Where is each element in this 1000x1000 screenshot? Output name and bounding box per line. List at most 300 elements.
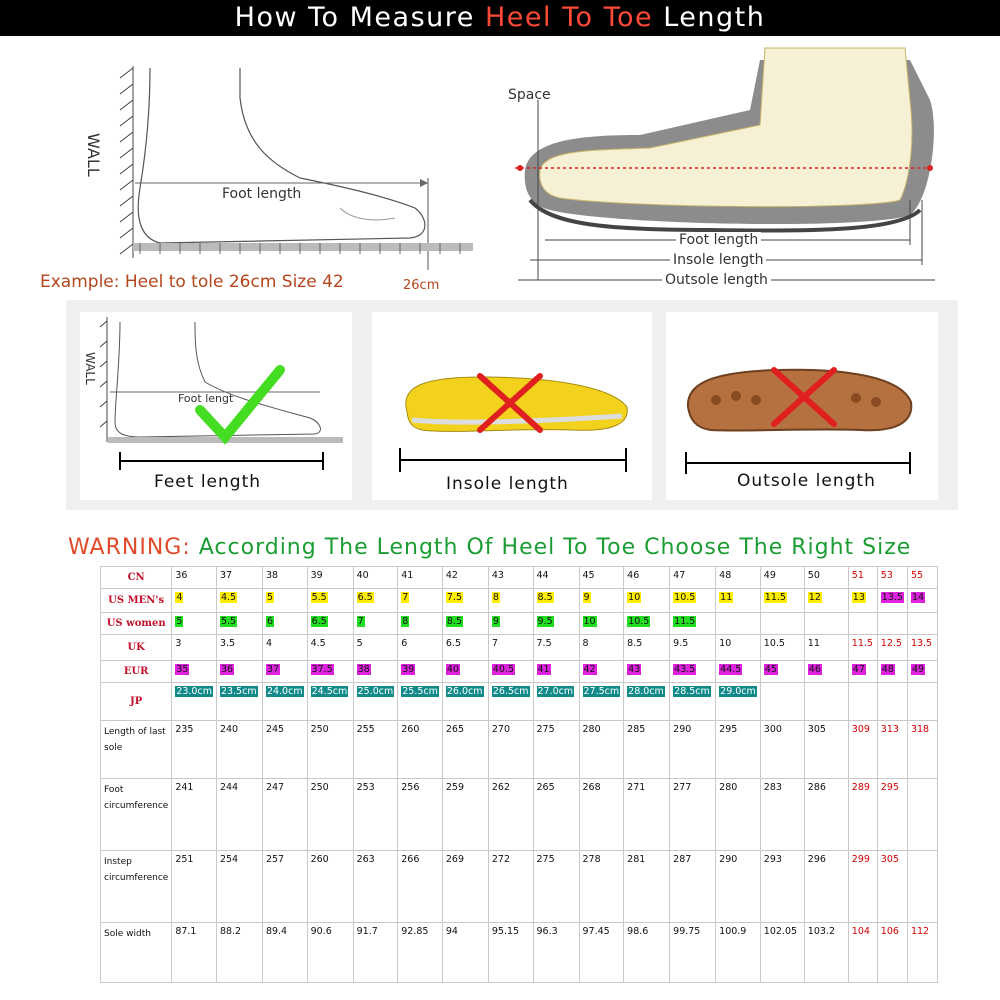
size-value: 4 <box>176 592 183 603</box>
size-value: 11.5 <box>764 592 786 603</box>
size-cell <box>848 779 877 851</box>
size-value: 256 <box>401 782 420 793</box>
size-value: 251 <box>175 854 194 865</box>
size-cell <box>398 567 443 589</box>
size-cell <box>579 567 624 589</box>
size-value: 14 <box>911 592 925 603</box>
size-row-header: Instep circumference <box>101 851 172 923</box>
size-value: 28.0cm <box>628 686 664 697</box>
size-value: 9 <box>583 592 590 603</box>
size-cell <box>307 589 353 613</box>
size-cell <box>716 661 761 683</box>
size-cell <box>398 851 443 923</box>
size-cell <box>307 683 353 721</box>
size-cell <box>907 567 937 589</box>
size-row-header: US MEN's <box>101 589 172 613</box>
size-value: 295 <box>880 782 899 793</box>
size-cell <box>262 779 307 851</box>
size-cell <box>760 683 804 721</box>
size-value: 8.5 <box>537 592 553 603</box>
size-row <box>101 661 938 683</box>
size-cell <box>488 779 533 851</box>
size-cell <box>533 721 579 779</box>
size-value: 7.5 <box>446 592 462 603</box>
size-value: 90.6 <box>310 926 332 937</box>
size-cell <box>307 613 353 635</box>
size-value: 8 <box>492 592 499 603</box>
size-value: 43 <box>628 664 641 675</box>
size-cell <box>907 683 937 721</box>
size-value: 100.9 <box>719 926 747 937</box>
size-value: 289 <box>851 782 870 793</box>
size-cell <box>353 923 398 983</box>
size-cell <box>172 721 217 779</box>
size-cell <box>533 589 579 613</box>
size-value: 39 <box>402 664 415 675</box>
size-cell <box>670 923 716 983</box>
size-value: 41 <box>401 570 414 581</box>
shoe-outsole-length-label: Outsole length <box>662 272 771 288</box>
size-cell <box>760 779 804 851</box>
size-value: 87.1 <box>175 926 197 937</box>
size-value: 287 <box>673 854 692 865</box>
size-cell <box>533 779 579 851</box>
size-value: 47 <box>852 664 865 675</box>
size-cell <box>533 567 579 589</box>
size-cell <box>804 683 848 721</box>
size-cell <box>533 923 579 983</box>
size-row <box>101 721 938 779</box>
size-value: 240 <box>219 724 239 735</box>
size-cell <box>848 589 877 613</box>
size-cell <box>716 923 761 983</box>
size-cell <box>624 613 670 635</box>
size-value: 92.85 <box>401 926 429 937</box>
wall-label: WALL <box>84 133 103 177</box>
size-value: 104 <box>851 926 870 937</box>
size-value: 27.5cm <box>583 686 620 697</box>
title-part-1: How To Measure <box>234 2 485 33</box>
size-value: 10 <box>719 638 732 649</box>
size-cell <box>172 635 217 661</box>
size-value: 98.6 <box>627 926 649 937</box>
size-value: 318 <box>910 724 930 735</box>
size-cell <box>398 779 443 851</box>
size-value: 46 <box>627 570 640 581</box>
size-cell <box>172 567 217 589</box>
size-value: 48 <box>719 570 732 581</box>
size-value: 44 <box>536 570 549 581</box>
size-value: 40.5 <box>492 664 515 675</box>
size-cell <box>877 567 907 589</box>
size-cell <box>624 683 670 721</box>
size-value: 253 <box>356 782 375 793</box>
size-cell <box>353 589 398 613</box>
outsole-length-caption: Outsole length <box>737 471 876 491</box>
size-cell <box>877 635 907 661</box>
size-cell <box>488 567 533 589</box>
size-value: 11 <box>807 638 820 649</box>
size-cell <box>804 721 848 779</box>
size-cell <box>716 589 761 613</box>
size-value: 12.5 <box>880 638 902 649</box>
size-value: 36 <box>175 570 188 581</box>
size-value: 5.5 <box>220 616 237 627</box>
size-value: 13.5 <box>910 638 933 649</box>
size-cell <box>579 661 624 683</box>
size-cell <box>670 779 716 851</box>
size-value: 49 <box>911 664 925 675</box>
size-cell <box>307 721 353 779</box>
size-cell <box>442 779 488 851</box>
size-cell <box>579 721 624 779</box>
size-value: 5 <box>266 592 273 603</box>
size-cell <box>670 567 716 589</box>
size-row <box>101 779 938 851</box>
size-cell <box>848 851 877 923</box>
size-value: 283 <box>763 782 782 793</box>
size-cell <box>307 851 353 923</box>
size-cell <box>760 635 804 661</box>
size-cell <box>216 721 262 779</box>
size-value: 6 <box>266 616 273 627</box>
size-value: 250 <box>310 782 329 793</box>
size-value: 244 <box>219 782 239 793</box>
size-cell <box>670 589 716 613</box>
size-value: 26.0cm <box>446 686 483 697</box>
size-value: 241 <box>175 782 194 793</box>
size-value: 262 <box>491 782 511 793</box>
size-value: 37 <box>219 570 233 581</box>
size-row <box>101 923 938 983</box>
size-cell <box>533 661 579 683</box>
size-value: 49 <box>763 570 776 581</box>
size-cell <box>353 567 398 589</box>
panel-foot-length-label: Foot lengt <box>178 392 234 405</box>
size-cell <box>172 613 217 635</box>
size-cell <box>262 683 307 721</box>
size-value: 13.5 <box>881 592 903 603</box>
size-cell <box>877 923 907 983</box>
size-cell <box>442 589 488 613</box>
size-value: 265 <box>445 724 465 735</box>
cm-label: 26cm <box>403 278 440 293</box>
size-value: 10 <box>628 592 641 603</box>
size-cell <box>353 721 398 779</box>
shoe-foot-length-label: Foot length <box>676 232 761 248</box>
size-value: 36 <box>220 664 234 675</box>
size-value: 299 <box>851 854 870 865</box>
size-cell <box>716 721 761 779</box>
size-cell <box>804 613 848 635</box>
size-value: 270 <box>491 724 511 735</box>
size-cell <box>907 721 937 779</box>
size-value: 286 <box>807 782 826 793</box>
size-cell <box>624 779 670 851</box>
size-value: 296 <box>807 854 826 865</box>
size-value: 309 <box>851 724 870 735</box>
size-row-header: EUR <box>101 661 172 683</box>
size-cell <box>442 851 488 923</box>
size-value: 6.5 <box>357 592 373 603</box>
size-row <box>101 567 938 589</box>
size-value: 99.75 <box>673 926 701 937</box>
size-cell <box>877 661 907 683</box>
size-value: 8 <box>402 616 409 627</box>
size-value: 10.5 <box>628 616 650 627</box>
size-cell <box>488 635 533 661</box>
size-row-header: Sole width <box>101 923 172 983</box>
size-value: 43.5 <box>674 664 696 675</box>
panel-wall-label: WALL <box>83 352 97 385</box>
size-cell <box>533 851 579 923</box>
size-value: 55 <box>910 570 924 581</box>
size-cell <box>442 721 488 779</box>
title-part-2: Heel To Toe <box>484 2 654 33</box>
size-value: 9 <box>492 616 499 627</box>
size-value: 3 <box>175 638 182 649</box>
size-value: 7 <box>357 616 364 627</box>
size-value: 5 <box>356 638 363 649</box>
size-value: 6.5 <box>445 638 461 649</box>
size-cell <box>488 923 533 983</box>
size-cell <box>624 923 670 983</box>
size-cell <box>262 635 307 661</box>
size-value: 4.5 <box>220 592 237 603</box>
size-value: 9.5 <box>537 616 553 627</box>
size-cell <box>848 635 877 661</box>
size-cell <box>877 851 907 923</box>
size-value: 88.2 <box>219 926 242 937</box>
size-cell <box>307 779 353 851</box>
size-value: 27.0cm <box>537 686 574 697</box>
size-cell <box>353 683 398 721</box>
size-cell <box>172 589 217 613</box>
size-cell <box>216 635 262 661</box>
size-value: 266 <box>401 854 420 865</box>
size-value: 257 <box>265 854 285 865</box>
size-cell <box>716 683 761 721</box>
size-cell <box>624 635 670 661</box>
size-value: 269 <box>445 854 465 865</box>
size-value: 305 <box>880 854 899 865</box>
size-value: 53 <box>880 570 893 581</box>
size-cell <box>262 589 307 613</box>
size-cell <box>216 851 262 923</box>
size-value: 235 <box>175 724 194 735</box>
size-value: 8 <box>582 638 589 649</box>
size-value: 11.5 <box>674 616 696 627</box>
size-cell <box>216 613 262 635</box>
size-value: 37 <box>266 664 280 675</box>
size-value: 4.5 <box>310 638 326 649</box>
size-cell <box>804 779 848 851</box>
size-cell <box>172 851 217 923</box>
size-cell <box>848 567 877 589</box>
size-value: 263 <box>356 854 375 865</box>
size-cell <box>579 683 624 721</box>
size-cell <box>760 613 804 635</box>
size-cell <box>624 567 670 589</box>
size-cell <box>907 613 937 635</box>
size-cell <box>488 721 533 779</box>
size-cell <box>716 779 761 851</box>
size-value: 25.0cm <box>357 686 394 697</box>
size-value: 45 <box>764 664 777 675</box>
size-cell <box>848 923 877 983</box>
warning-text <box>68 535 911 560</box>
size-cell <box>262 923 307 983</box>
size-chart-table <box>100 566 938 983</box>
feet-length-caption: Feet length <box>154 472 262 492</box>
size-value: 112 <box>910 926 930 937</box>
size-value: 7 <box>491 638 498 649</box>
size-value: 5.5 <box>311 592 327 603</box>
size-cell <box>172 923 217 983</box>
size-cell <box>804 589 848 613</box>
size-value: 245 <box>265 724 285 735</box>
size-cell <box>488 589 533 613</box>
size-value: 278 <box>582 854 601 865</box>
size-cell <box>760 721 804 779</box>
size-cell <box>877 613 907 635</box>
size-cell <box>262 567 307 589</box>
size-value: 277 <box>673 782 692 793</box>
size-value: 91.7 <box>356 926 378 937</box>
size-value: 250 <box>310 724 329 735</box>
size-cell <box>398 721 443 779</box>
size-cell <box>716 567 761 589</box>
size-value: 268 <box>582 782 601 793</box>
size-row <box>101 851 938 923</box>
size-cell <box>398 923 443 983</box>
size-cell <box>442 683 488 721</box>
size-cell <box>907 851 937 923</box>
size-value: 103.2 <box>807 926 835 937</box>
size-value: 3.5 <box>219 638 236 649</box>
size-value: 313 <box>880 724 899 735</box>
size-value: 39 <box>310 570 323 581</box>
size-cell <box>624 661 670 683</box>
size-cell <box>877 721 907 779</box>
size-cell <box>804 661 848 683</box>
size-row <box>101 613 938 635</box>
size-value: 50 <box>807 570 820 581</box>
size-cell <box>579 923 624 983</box>
size-value: 290 <box>673 724 692 735</box>
size-cell <box>533 613 579 635</box>
size-cell <box>216 779 262 851</box>
size-cell <box>716 635 761 661</box>
size-value: 10.5 <box>763 638 785 649</box>
size-cell <box>172 779 217 851</box>
size-value: 6 <box>401 638 408 649</box>
size-value: 271 <box>627 782 646 793</box>
size-value: 106 <box>880 926 899 937</box>
size-value: 285 <box>627 724 646 735</box>
size-value: 102.05 <box>763 926 798 937</box>
size-value: 12 <box>808 592 821 603</box>
size-cell <box>760 567 804 589</box>
size-value: 295 <box>719 724 738 735</box>
size-value: 275 <box>536 724 555 735</box>
size-value: 305 <box>807 724 826 735</box>
size-value: 96.3 <box>536 926 558 937</box>
size-row-header: US women <box>101 613 172 635</box>
size-cell <box>760 589 804 613</box>
size-value: 11 <box>720 592 733 603</box>
shoe-insole-length-label: Insole length <box>670 252 766 268</box>
size-value: 45 <box>582 570 595 581</box>
size-cell <box>579 779 624 851</box>
size-value: 25.5cm <box>402 686 438 697</box>
size-cell <box>216 567 262 589</box>
size-cell <box>353 661 398 683</box>
size-cell <box>907 779 937 851</box>
insole-illustration <box>372 312 652 500</box>
size-value: 247 <box>265 782 285 793</box>
size-cell <box>907 661 937 683</box>
size-value: 23.5cm <box>220 686 257 697</box>
size-cell <box>216 683 262 721</box>
size-cell <box>488 661 533 683</box>
size-cell <box>216 923 262 983</box>
foot-length-label: Foot length <box>222 186 302 202</box>
size-cell <box>442 613 488 635</box>
size-cell <box>848 613 877 635</box>
wall-foot-diagram <box>0 38 480 278</box>
size-row-header: Length of last sole <box>101 721 172 779</box>
size-value: 43 <box>491 570 504 581</box>
size-value: 8.5 <box>446 616 462 627</box>
size-cell <box>760 923 804 983</box>
size-cell <box>262 851 307 923</box>
size-cell <box>804 851 848 923</box>
size-cell <box>442 923 488 983</box>
size-value: 7.5 <box>536 638 552 649</box>
size-value: 38 <box>357 664 370 675</box>
size-value: 35 <box>176 664 189 675</box>
size-cell <box>172 683 217 721</box>
size-value: 8.5 <box>627 638 643 649</box>
size-cell <box>533 683 579 721</box>
size-cell <box>262 613 307 635</box>
size-cell <box>848 721 877 779</box>
space-label: Space <box>508 87 551 103</box>
size-value: 281 <box>627 854 646 865</box>
size-cell <box>488 613 533 635</box>
size-value: 275 <box>536 854 555 865</box>
size-cell <box>716 851 761 923</box>
size-value: 97.45 <box>582 926 610 937</box>
size-value: 37.5 <box>311 664 333 675</box>
size-value: 29.0cm <box>720 686 756 697</box>
title-banner <box>0 0 1000 36</box>
size-cell <box>579 851 624 923</box>
size-value: 11.5 <box>851 638 873 649</box>
size-cell <box>488 683 533 721</box>
size-cell <box>670 613 716 635</box>
size-value: 5 <box>176 616 183 627</box>
size-value: 38 <box>265 570 279 581</box>
warning-message: According The Length Of Heel To Toe Choose The Right Size <box>198 535 912 560</box>
example-text: Example: Heel to tole 26cm Size 42 <box>40 272 344 292</box>
size-value: 47 <box>673 570 686 581</box>
size-value: 23.0cm <box>176 686 212 697</box>
size-cell <box>624 851 670 923</box>
size-cell <box>670 635 716 661</box>
size-cell <box>398 661 443 683</box>
